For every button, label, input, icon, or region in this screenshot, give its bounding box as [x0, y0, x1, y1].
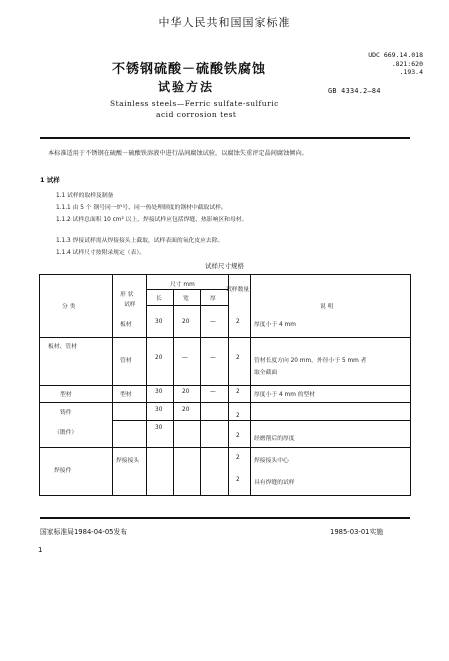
table-cell: 2 [236, 455, 240, 461]
col-wid-header: 宽 [183, 296, 189, 302]
intro-paragraph: 本标准适用于不锈钢在硫酸－硫酸铁溶液中进行晶间腐蚀试验，以腐蚀失重评定晶间腐蚀倾向。 [48, 150, 308, 157]
table-cell: 30 [155, 407, 163, 413]
table-cell: — [210, 355, 216, 361]
table-cell: 2 [236, 389, 240, 395]
table-cell: 焊接接头中心 [254, 458, 289, 464]
table-rule [146, 289, 228, 290]
table-rule [112, 385, 410, 386]
table-cell: 型材 [120, 392, 132, 398]
table-cell: 30 [155, 425, 163, 431]
clause: 1.1.3 焊接试样需从焊接接头上截取，试样表面的氧化皮应去除。 [56, 238, 224, 244]
table-rule [40, 385, 112, 386]
col-form-header: 形 状 [120, 292, 134, 298]
col-class-header: 分 类 [62, 304, 76, 310]
clause: 1.1.4 试样尺寸按附录规定（表）。 [56, 250, 146, 256]
table-title: 试样尺寸规格 [205, 262, 244, 270]
clause: 1.1 试样的取样及制备 [56, 193, 114, 199]
table-cell: 20 [155, 355, 163, 361]
table-cell: 管材 [120, 358, 132, 364]
table-cell: 厚度小于 4 mm [254, 322, 296, 328]
table-cell: 取全截面 [254, 370, 278, 376]
issue-date: 国家标准局1984-04-05发布 [40, 528, 128, 536]
table-cell: 铸件 [60, 410, 72, 416]
table-cell: 2 [236, 477, 240, 483]
col-note-header: 说 明 [320, 304, 334, 310]
table-cell: 2 [236, 319, 240, 325]
footer-rule [40, 517, 410, 519]
table-rule [173, 289, 174, 495]
col-dims-header: 尺寸 mm [170, 282, 195, 288]
col-thk-header: 厚 [210, 296, 216, 302]
title-en-line1: Stainless steels—Ferric sulfate-sulfuric [110, 99, 279, 108]
table-cell: 具有焊缝的试样 [254, 480, 295, 486]
section-heading: 1 试样 [40, 176, 60, 184]
table-rule [112, 275, 113, 495]
table-cell: 厚度小于 4 mm 的型材 [254, 392, 316, 398]
table-cell: （锻件） [54, 430, 78, 436]
table-cell: 型材 [60, 392, 72, 398]
table-cell: 2 [236, 355, 240, 361]
table-cell: 30 [155, 319, 163, 325]
title-cn-line2: 试验方法 [158, 80, 215, 94]
clause: 1.1.1 由 5 个 钢号同一炉号、同一热处理制度的钢材中截取试样。 [56, 205, 227, 211]
table-cell: 管材长度方向 20 mm，外径小于 5 mm 者 [254, 358, 367, 364]
issuing-authority: 中华人民共和国国家标准 [158, 16, 291, 29]
udc-code-line: UDC 669.14.018 [368, 51, 423, 59]
standard-number: GB 4334.2—84 [328, 87, 381, 95]
table-cell: 20 [182, 389, 190, 395]
table-cell: 经磨削后的厚度 [254, 436, 295, 442]
page-mark: 1 [38, 546, 43, 554]
col-len-header: 长 [156, 296, 162, 302]
table-rule [228, 275, 229, 495]
table-rule [40, 447, 410, 448]
table-rule [146, 305, 228, 306]
table-cell: 2 [236, 413, 240, 419]
table-cell: — [182, 355, 188, 361]
udc-code-line: .821:620 [391, 59, 423, 68]
specimen-table [39, 274, 411, 496]
table-cell: 板材、管材 [48, 344, 77, 350]
table-rule [200, 289, 201, 495]
title-cn-line1: 不锈钢硫酸－硫酸铁腐蚀 [112, 62, 267, 77]
col-count-header: 试样数量 [226, 287, 250, 293]
table-cell: — [210, 389, 216, 395]
table-cell: 板材 [120, 322, 132, 328]
table-cell: 30 [155, 389, 163, 395]
table-rule [40, 337, 410, 338]
table-cell: 20 [182, 407, 190, 413]
udc-codes [333, 51, 423, 77]
udc-code-line: .193.4 [399, 68, 423, 76]
clause: 1.1.2 试样总面积 10 cm² 以上，焊接试样应包括焊缝、热影响区和母材。 [56, 217, 248, 223]
col-shape-header: 试样 [124, 302, 136, 308]
title-en-line2: acid corrosion test [156, 110, 237, 119]
effective-date: 1985-03-01实施 [330, 528, 384, 536]
table-rule [112, 420, 410, 421]
table-cell: 2 [236, 433, 240, 439]
table-rule [40, 402, 410, 403]
header-rule [40, 137, 410, 139]
table-cell: 焊接件 [54, 468, 72, 474]
table-cell: 20 [182, 319, 190, 325]
table-rule [146, 275, 147, 495]
table-cell: 焊接接头 [116, 458, 140, 464]
table-cell: — [210, 319, 216, 325]
table-rule [250, 275, 251, 495]
